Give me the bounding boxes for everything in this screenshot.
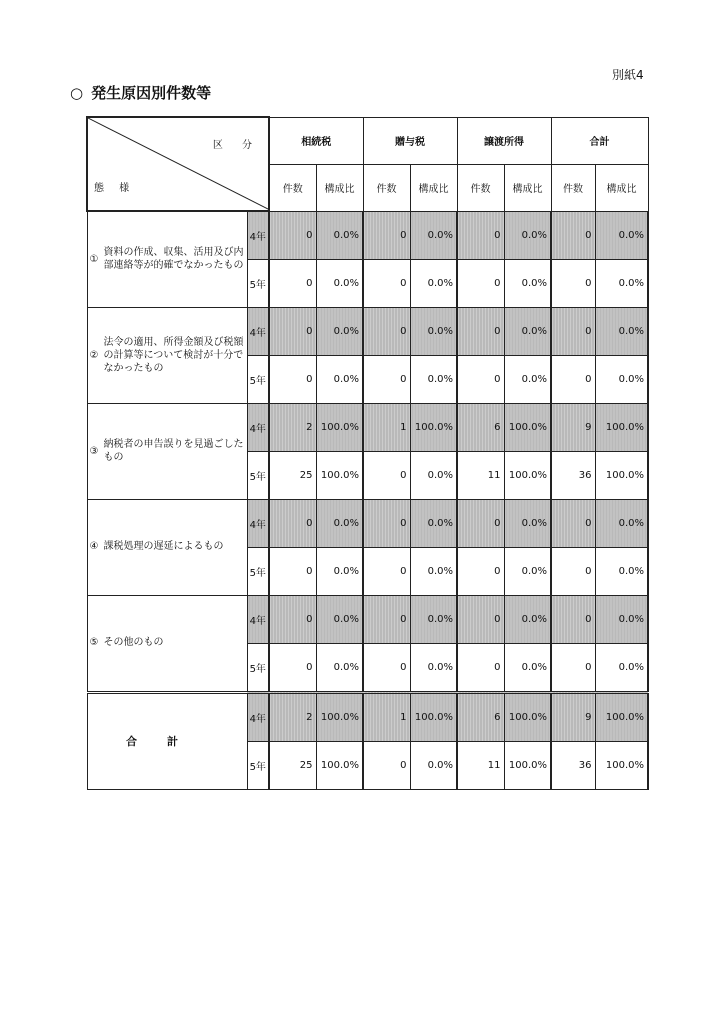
category-number: ④ [89,541,99,553]
count-cell: 0 [363,547,410,595]
count-cell: 0 [457,643,504,692]
ratio-cell: 0.0% [410,595,457,643]
year-label: 5年 [247,355,269,403]
count-cell: 0 [363,499,410,547]
category-text: 課税処理の遅延によるもの [103,541,224,553]
corner-header-cell [87,117,269,211]
ratio-cell: 100.0% [504,403,551,451]
count-cell: 6 [457,692,504,741]
table-row [87,307,648,355]
year-label: 5年 [247,741,269,789]
ratio-cell: 0.0% [595,307,648,355]
category-number: ③ [89,445,99,457]
year-label: 5年 [247,547,269,595]
ratio-cell: 0.0% [504,643,551,692]
header-transfer-income: 譲渡所得 [457,117,551,164]
kubun-label: 区 分 [212,140,260,151]
header-count: 件数 [551,164,595,211]
ratio-cell: 0.0% [504,259,551,307]
count-cell: 25 [269,741,316,789]
count-cell: 0 [551,643,595,692]
count-cell: 0 [363,643,410,692]
ratio-cell: 100.0% [316,403,363,451]
header-count: 件数 [457,164,504,211]
ratio-cell: 0.0% [410,499,457,547]
page-title [70,82,211,103]
ratio-cell: 0.0% [316,595,363,643]
ratio-cell: 100.0% [316,451,363,499]
year-label: 5年 [247,643,269,692]
header-total: 合計 [551,117,648,164]
ratio-cell: 100.0% [316,741,363,789]
count-cell: 0 [269,259,316,307]
ratio-cell: 0.0% [410,741,457,789]
header-row-categories [87,117,648,164]
count-cell: 0 [363,307,410,355]
ratio-cell: 100.0% [504,692,551,741]
ratio-cell: 100.0% [595,692,648,741]
year-label: 4年 [247,595,269,643]
count-cell: 0 [363,355,410,403]
count-cell: 0 [457,259,504,307]
ratio-cell: 100.0% [595,741,648,789]
count-cell: 36 [551,451,595,499]
ratio-cell: 0.0% [595,643,648,692]
count-cell: 11 [457,741,504,789]
count-cell: 0 [363,211,410,259]
count-cell: 0 [269,211,316,259]
ratio-cell: 0.0% [595,595,648,643]
table-row [87,499,648,547]
ratio-cell: 0.0% [410,259,457,307]
ratio-cell: 100.0% [504,741,551,789]
category-label [87,307,247,403]
category-text: 納税者の申告誤りを見過ごしたもの [103,439,244,463]
ratio-cell: 0.0% [504,595,551,643]
count-cell: 0 [457,355,504,403]
count-cell: 0 [551,307,595,355]
ratio-cell: 0.0% [410,211,457,259]
count-cell: 0 [551,211,595,259]
count-cell: 0 [457,499,504,547]
ratio-cell: 0.0% [410,547,457,595]
header-ratio: 構成比 [410,164,457,211]
ratio-cell: 0.0% [316,211,363,259]
count-cell: 0 [457,547,504,595]
ratio-cell: 100.0% [595,451,648,499]
table-row [87,403,648,451]
ratio-cell: 0.0% [316,259,363,307]
ratio-cell: 0.0% [504,499,551,547]
page-title-text: 発生原因別件数等 [91,84,212,102]
total-row [87,692,648,741]
cause-count-table [86,116,649,790]
header-ratio: 構成比 [316,164,363,211]
year-label: 4年 [247,403,269,451]
ratio-cell: 0.0% [316,499,363,547]
count-cell: 1 [363,403,410,451]
ratio-cell: 0.0% [504,355,551,403]
ratio-cell: 0.0% [410,355,457,403]
count-cell: 0 [551,259,595,307]
count-cell: 0 [269,307,316,355]
circle-marker-icon: ○ [70,84,84,102]
header-ratio: 構成比 [595,164,648,211]
ratio-cell: 0.0% [595,211,648,259]
count-cell: 0 [363,741,410,789]
count-cell: 0 [551,595,595,643]
header-count: 件数 [269,164,316,211]
count-cell: 9 [551,692,595,741]
count-cell: 0 [551,355,595,403]
count-cell: 0 [269,643,316,692]
count-cell: 0 [457,595,504,643]
count-cell: 0 [269,595,316,643]
ratio-cell: 0.0% [410,307,457,355]
count-cell: 0 [363,451,410,499]
category-label [87,211,247,307]
category-number: ⑤ [89,637,99,649]
header-ratio: 構成比 [504,164,551,211]
ratio-cell: 0.0% [504,307,551,355]
ratio-cell: 0.0% [316,307,363,355]
ratio-cell: 0.0% [595,259,648,307]
ratio-cell: 0.0% [316,547,363,595]
count-cell: 1 [363,692,410,741]
ratio-cell: 100.0% [316,692,363,741]
ratio-cell: 0.0% [595,547,648,595]
table-row [87,595,648,643]
year-label: 4年 [247,499,269,547]
ratio-cell: 0.0% [316,643,363,692]
category-number: ② [89,349,99,361]
count-cell: 0 [551,547,595,595]
year-label: 5年 [247,259,269,307]
count-cell: 0 [457,211,504,259]
table-row [87,211,648,259]
ratio-cell: 0.0% [595,355,648,403]
count-cell: 2 [269,403,316,451]
count-cell: 0 [363,595,410,643]
taiyo-label: 態 様 [94,183,136,194]
year-label: 4年 [247,307,269,355]
corner-diagonal [88,118,270,210]
category-text: その他のもの [103,637,164,649]
ratio-cell: 100.0% [504,451,551,499]
category-label [87,595,247,692]
ratio-cell: 100.0% [410,692,457,741]
document-label: 別紙4 [612,68,644,82]
ratio-cell: 0.0% [410,451,457,499]
ratio-cell: 100.0% [410,403,457,451]
count-cell: 0 [363,259,410,307]
header-count: 件数 [363,164,410,211]
ratio-cell: 0.0% [316,355,363,403]
year-label: 5年 [247,451,269,499]
count-cell: 2 [269,692,316,741]
count-cell: 11 [457,451,504,499]
count-cell: 0 [269,355,316,403]
ratio-cell: 0.0% [595,499,648,547]
count-cell: 0 [269,499,316,547]
header-inheritance-tax: 相続税 [269,117,363,164]
count-cell: 0 [457,307,504,355]
count-cell: 25 [269,451,316,499]
total-label: 合計 [87,692,247,789]
category-number: ① [89,253,99,265]
ratio-cell: 100.0% [595,403,648,451]
year-label: 4年 [247,692,269,741]
count-cell: 36 [551,741,595,789]
ratio-cell: 0.0% [504,211,551,259]
count-cell: 0 [269,547,316,595]
category-label [87,499,247,595]
category-text: 資料の作成、収集、活用及び内部連絡等が的確でなかったもの [103,247,244,272]
year-label: 4年 [247,211,269,259]
count-cell: 0 [551,499,595,547]
category-text: 法令の適用、所得金額及び税額の計算等について検討が十分でなかったもの [103,336,244,374]
count-cell: 9 [551,403,595,451]
ratio-cell: 0.0% [504,547,551,595]
count-cell: 6 [457,403,504,451]
header-gift-tax: 贈与税 [363,117,457,164]
category-label [87,403,247,499]
ratio-cell: 0.0% [410,643,457,692]
